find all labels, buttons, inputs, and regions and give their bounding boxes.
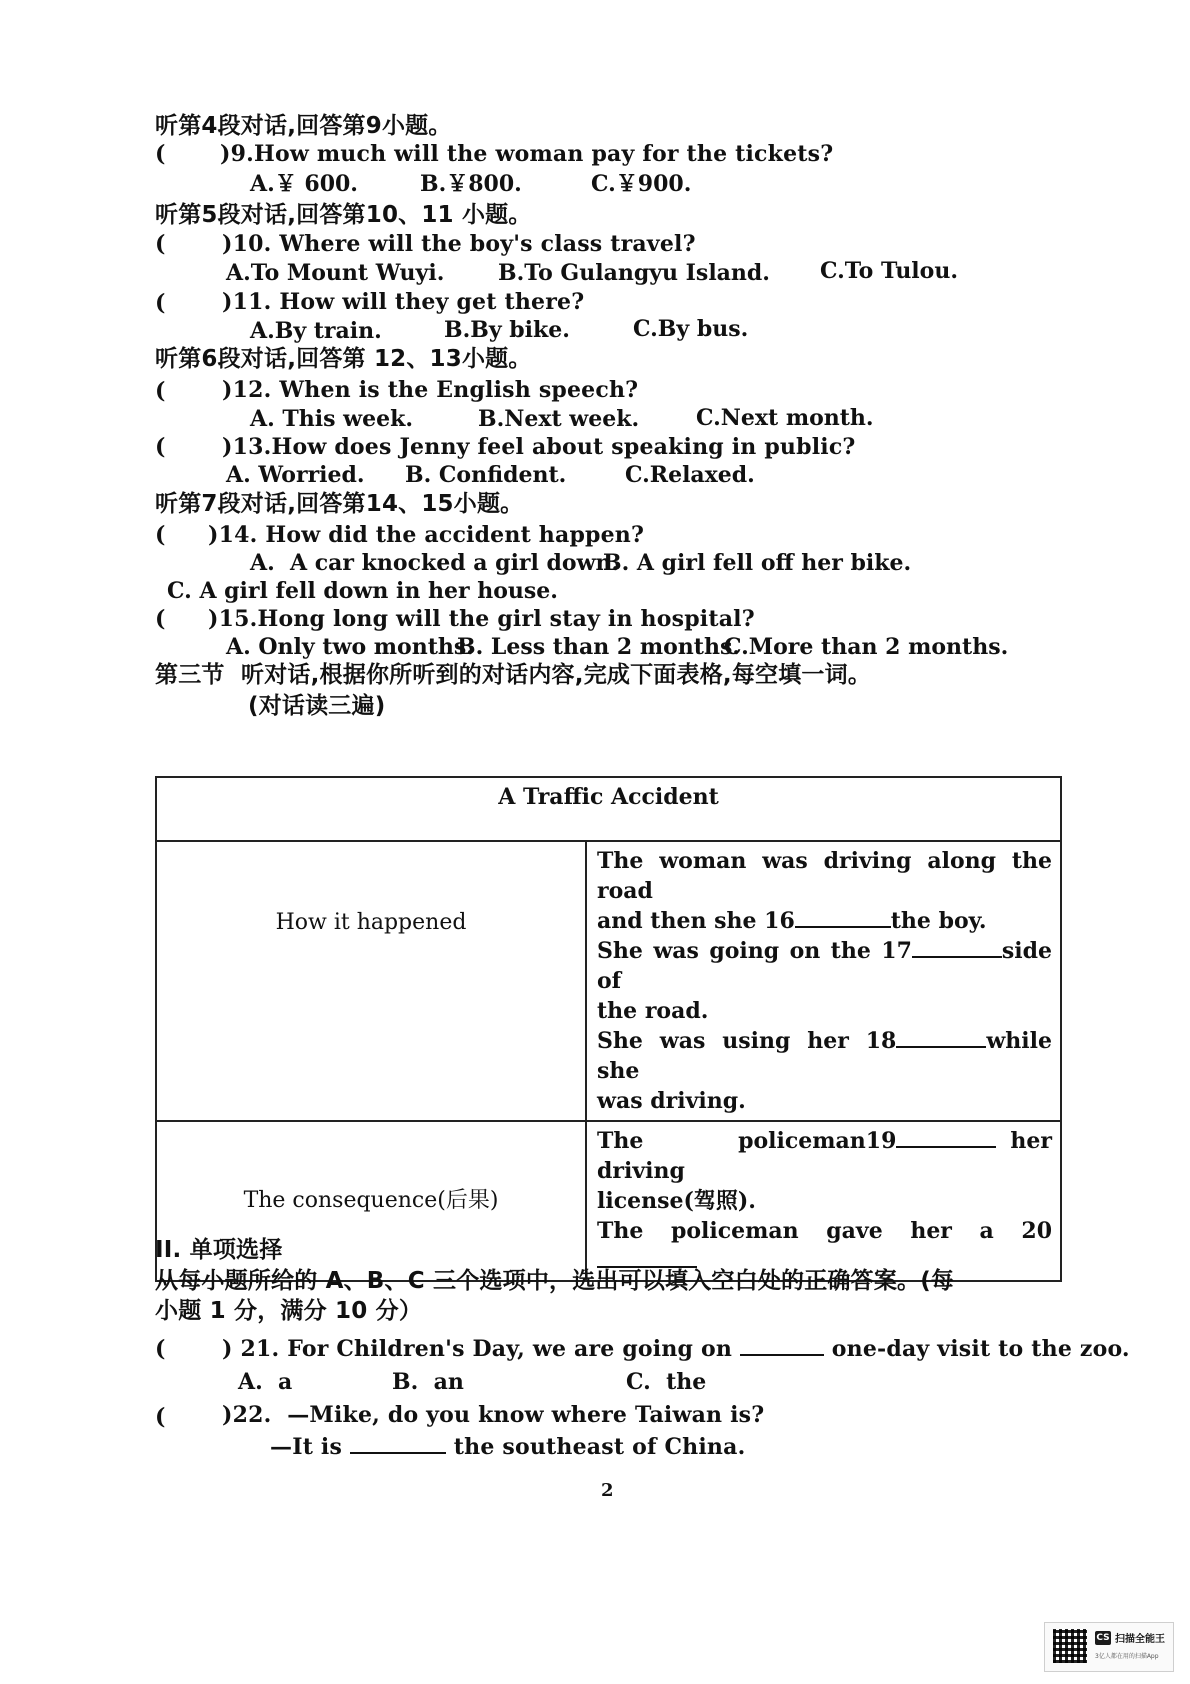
- line-text: The policeman gave her a 20: [597, 1218, 1053, 1244]
- line-text: license(驾照).: [597, 1188, 756, 1214]
- question-22: )22. —Mike, do you know where Taiwan is?: [222, 1402, 765, 1428]
- blank-22[interactable]: [350, 1451, 446, 1454]
- part3-title: 第三节 听对话,根据你所听到的对话内容,完成下面表格,每空填一词。: [155, 662, 872, 688]
- q10-option-b: B.To Gulangyu Island.: [498, 260, 770, 286]
- question-22-answer: [270, 1433, 745, 1461]
- line-text: She was going on the 17: [597, 938, 912, 964]
- q15-option-c: C.More than 2 months.: [724, 634, 1009, 660]
- line-text: She was using her 18: [597, 1028, 897, 1054]
- answer-paren: (: [155, 141, 166, 167]
- q9-option-a: A.￥ 600.: [250, 171, 358, 197]
- blank-21[interactable]: [740, 1353, 824, 1356]
- q13-option-a: A. Worried.: [226, 462, 365, 488]
- q13-option-c: C.Relaxed.: [625, 462, 755, 488]
- line-text: the boy.: [890, 908, 987, 934]
- line-text: the road.: [597, 998, 709, 1024]
- section-heading-4: 听第4段对话,回答第9小题。: [155, 113, 452, 139]
- blank-17[interactable]: [912, 955, 1002, 958]
- line-text: side of: [597, 938, 1053, 994]
- q21-option-a: A. a: [238, 1369, 293, 1395]
- q11-option-c: C.By bus.: [633, 316, 749, 342]
- question-21-text-a: ) 21. For Children's Day, we are going on: [222, 1336, 733, 1362]
- question-21: [222, 1335, 1130, 1363]
- section-heading-5: 听第5段对话,回答第10、11 小题。: [155, 202, 532, 228]
- blank-18[interactable]: [896, 1045, 986, 1048]
- q9-option-c: C.￥900.: [591, 171, 692, 197]
- q12-option-b: B.Next week.: [478, 406, 640, 432]
- watermark-brand: 扫描全能王: [1115, 1634, 1165, 1645]
- answer-paren: (: [155, 522, 166, 548]
- part2-instruction-line-1: 从每小题所给的 A、B、C 三个选项中，选出可以填入空白处的正确答案。(每: [155, 1268, 955, 1294]
- part2-title: II. 单项选择: [155, 1237, 283, 1263]
- answer-paren: (: [155, 434, 166, 460]
- q22-answer-text-a: —It is: [270, 1434, 343, 1460]
- line-text: was driving.: [597, 1088, 746, 1114]
- answer-paren: (: [155, 606, 166, 632]
- q14-option-a: A. A car knocked a girl down.: [250, 550, 620, 576]
- question-21-text-b: one-day visit to the zoo.: [831, 1336, 1130, 1362]
- answer-paren: (: [155, 1336, 166, 1362]
- question-12: )12. When is the English speech?: [222, 377, 639, 403]
- question-15: )15.Hong long will the girl stay in hospital?: [208, 606, 755, 632]
- table-title-cell: [156, 777, 1061, 841]
- q22-answer-text-b: the southeast of China.: [453, 1434, 746, 1460]
- camscanner-watermark: [1044, 1622, 1174, 1672]
- answer-paren: (: [155, 378, 166, 404]
- q13-option-b: B. Confident.: [405, 462, 567, 488]
- part2-instruction-line-2: 小题 1 分，满分 10 分）: [155, 1298, 423, 1324]
- blank-16[interactable]: [795, 925, 891, 928]
- section-heading-6: 听第6段对话,回答第 12、13小题。: [155, 346, 532, 372]
- question-13: )13.How does Jenny feel about speaking in public?: [222, 434, 856, 460]
- page-number: 2: [601, 1480, 614, 1501]
- line-text: The policeman19: [597, 1128, 897, 1154]
- blank-19[interactable]: [896, 1145, 996, 1148]
- q10-option-c: C.To Tulou.: [820, 258, 958, 284]
- q12-option-a: A. This week.: [250, 406, 413, 432]
- q15-option-b: B. Less than 2 months.: [457, 634, 740, 660]
- row-label-how-it-happened: [156, 841, 586, 1121]
- q14-option-b: B. A girl fell off her bike.: [603, 550, 912, 576]
- line-text: and then she 16: [597, 908, 795, 934]
- table-title: A Traffic Accident: [498, 784, 719, 810]
- answer-paren: (: [155, 1404, 166, 1430]
- question-9: )9.How much will the woman pay for the tickets?: [220, 141, 834, 167]
- line-text: while she: [597, 1028, 1053, 1084]
- row-content-how-it-happened: [586, 841, 1061, 1121]
- q10-option-a: A.To Mount Wuyi.: [226, 260, 445, 286]
- q9-option-b: B.￥800.: [420, 171, 522, 197]
- traffic-accident-table: [155, 776, 1062, 1282]
- line-text: The woman was driving along the road: [597, 848, 1053, 904]
- question-10: )10. Where will the boy's class travel?: [222, 231, 696, 257]
- watermark-tagline: 3亿人都在用的扫描App: [1095, 1653, 1159, 1660]
- q14-option-c: C. A girl fell down in her house.: [167, 578, 558, 604]
- q15-option-a: A. Only two months.: [226, 634, 474, 660]
- question-11: )11. How will they get there?: [222, 289, 585, 315]
- part3-note: (对话读三遍): [248, 693, 386, 719]
- q21-option-b: B. an: [392, 1369, 464, 1395]
- section-heading-7: 听第7段对话,回答第14、15小题。: [155, 491, 524, 517]
- answer-paren: (: [155, 231, 166, 257]
- line-text: her driving: [597, 1128, 1053, 1184]
- qr-code-icon: [1053, 1629, 1087, 1663]
- row-content-consequence: [586, 1121, 1061, 1281]
- answer-paren: (: [155, 290, 166, 316]
- q12-option-c: C.Next month.: [696, 405, 874, 431]
- q21-option-c: C. the: [626, 1369, 707, 1395]
- row-label-text: How it happened: [275, 910, 467, 935]
- row-label-text: The consequence(后果): [243, 1188, 499, 1213]
- q11-option-b: B.By bike.: [444, 317, 570, 343]
- camscanner-logo-icon: CS: [1096, 1633, 1110, 1643]
- q11-option-a: A.By train.: [250, 318, 382, 344]
- question-14: )14. How did the accident happen?: [208, 522, 645, 548]
